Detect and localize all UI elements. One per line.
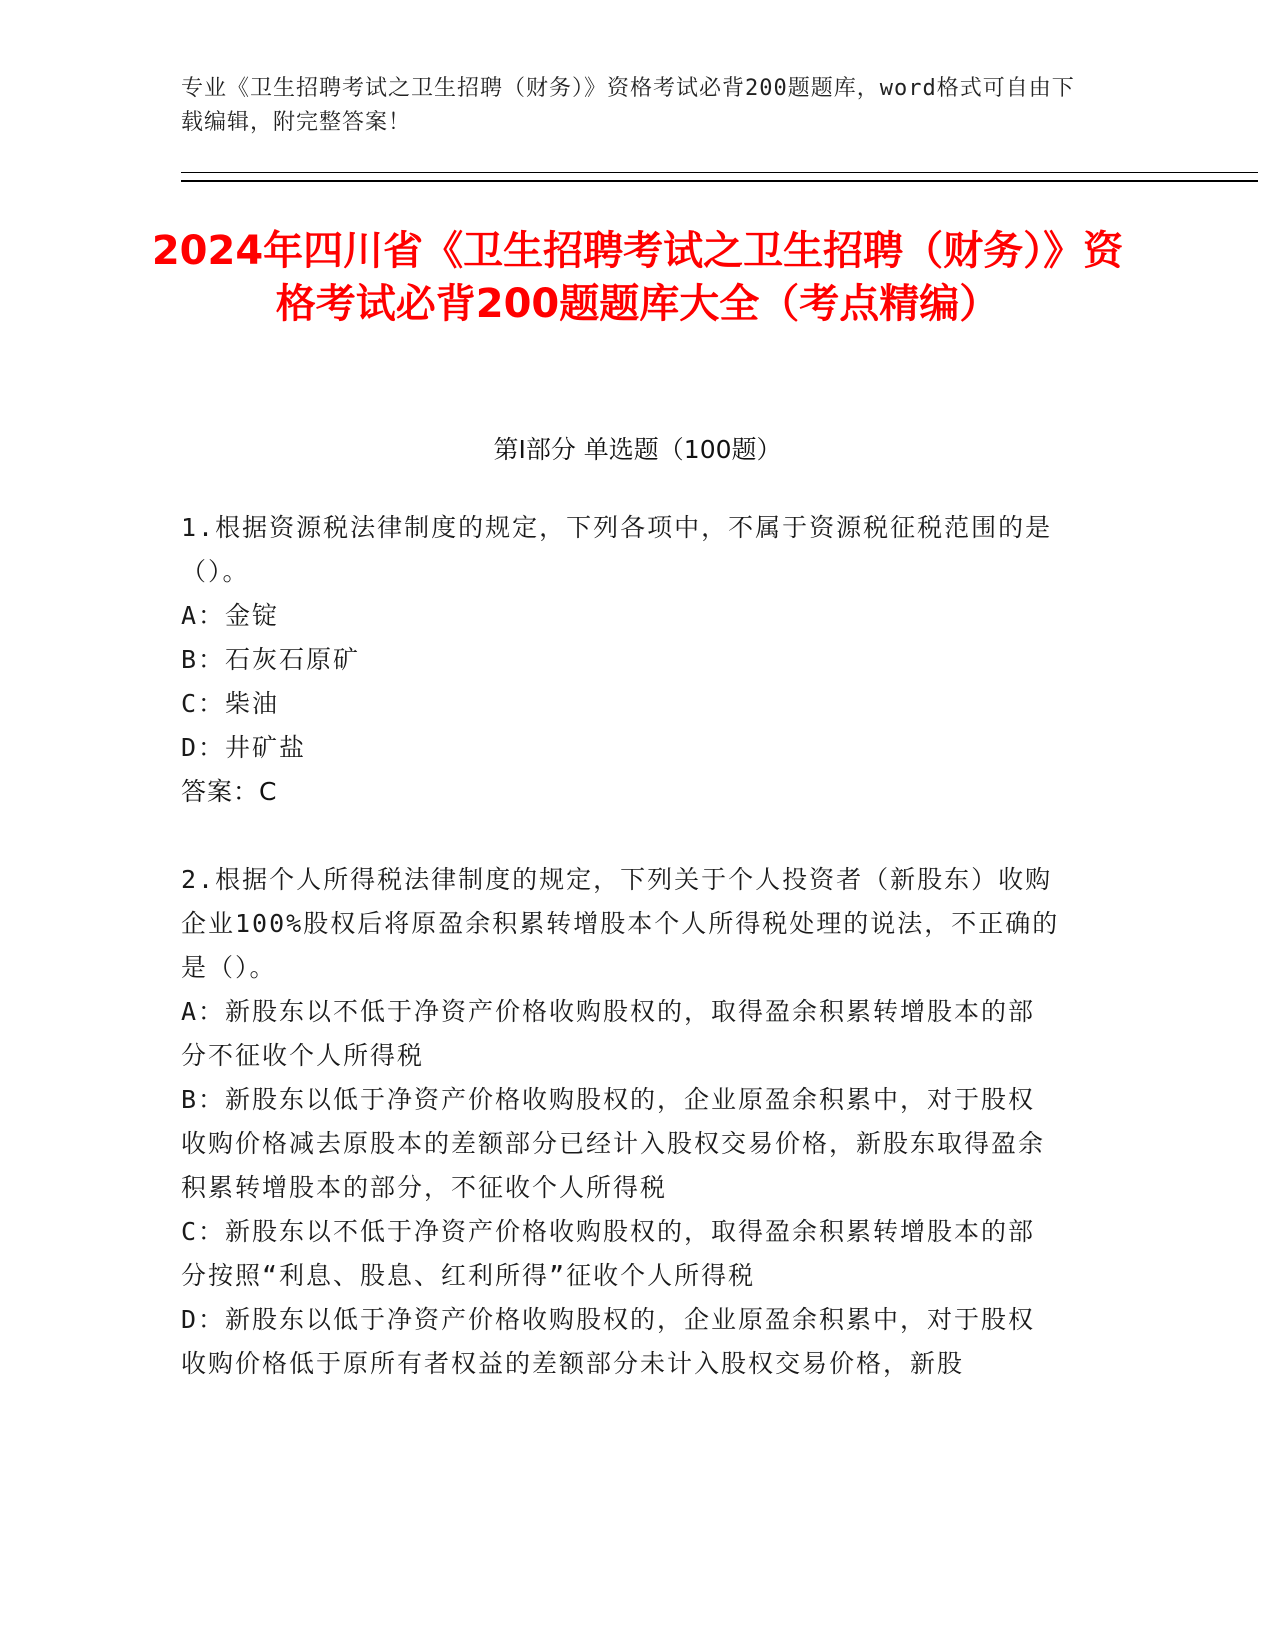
document-title: 2024年四川省《卫生招聘考试之卫生招聘（财务）》资格考试必背200题题库大全（考点精编） <box>151 228 1124 327</box>
option-b: B：新股东以低于净资产价格收购股权的，企业原盈余积累中，对于股权收购价格减去原股本的差额部分已经计入股权交易价格，新股东取得盈余积累转增股本的部分，不征收个人所得税 <box>181 1085 1046 1202</box>
question-item <box>181 506 1061 814</box>
question-spacer <box>181 814 1061 858</box>
header-divider-thick <box>181 180 1258 182</box>
option-d: D：井矿盐 <box>181 733 307 762</box>
question-list <box>181 506 1061 1386</box>
question-stem: 2.根据个人所得税法律制度的规定，下列关于个人投资者（新股东）收购企业100%股权后将原盈余积累转增股本个人所得税处理的说法，不正确的是（）。 <box>181 865 1060 982</box>
option-d: D：新股东以低于净资产价格收购股权的，企业原盈余积累中，对于股权收购价格低于原所有者权益的差额部分未计入股权交易价格，新股 <box>181 1305 1036 1378</box>
section-title: 第Ⅰ部分 单选题（100题） <box>493 435 782 464</box>
option-b: B：石灰石原矿 <box>181 645 361 674</box>
option-c: C：新股东以不低于净资产价格收购股权的，取得盈余积累转增股本的部分按照“利息、股息、红利所得”征收个人所得税 <box>181 1217 1036 1290</box>
question-stem: 1.根据资源税法律制度的规定，下列各项中，不属于资源税征税范围的是（）。 <box>181 513 1053 586</box>
question-item <box>181 858 1061 1386</box>
option-a: A：新股东以不低于净资产价格收购股权的，取得盈余积累转增股本的部分不征收个人所得税 <box>181 997 1036 1070</box>
header-note: 专业《卫生招聘考试之卫生招聘（财务）》资格考试必背200题题库，word格式可自由下载编辑，附完整答案！ <box>181 76 1075 135</box>
option-c: C：柴油 <box>181 689 280 718</box>
option-a: A：金锭 <box>181 601 280 630</box>
answer-text: 答案：C <box>181 777 278 806</box>
header-divider-thin <box>181 172 1258 173</box>
